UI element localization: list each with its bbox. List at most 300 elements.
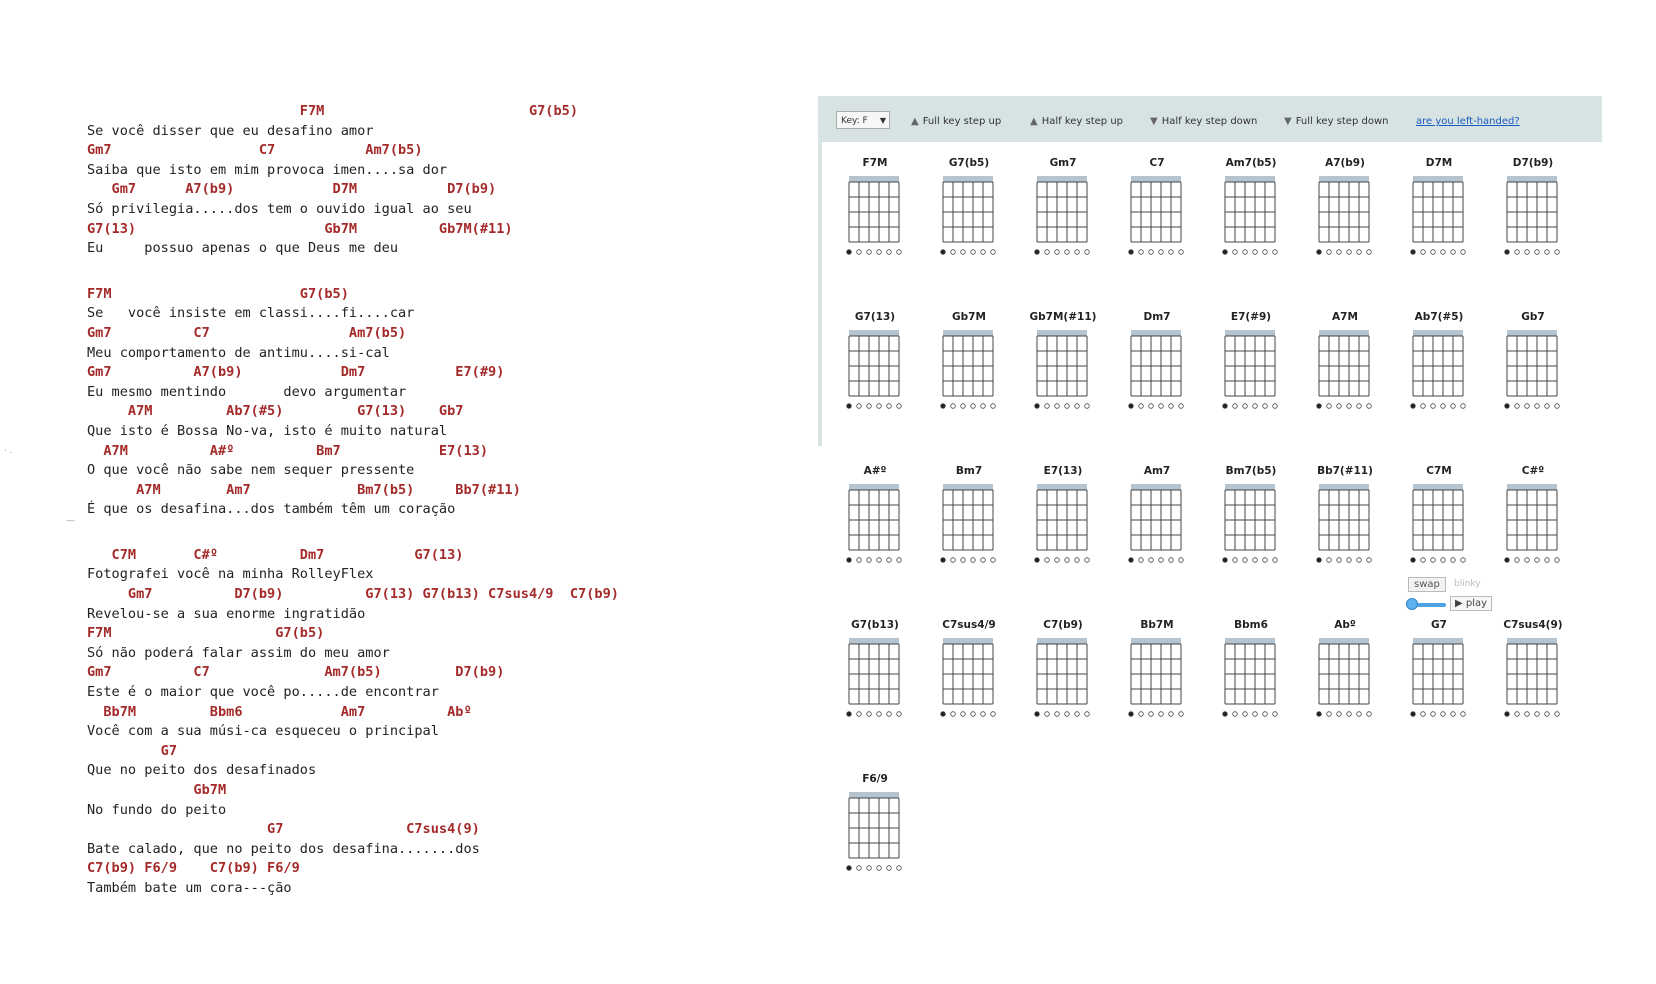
string-marker <box>857 712 862 717</box>
string-marker <box>1139 712 1144 717</box>
chord-name: G7(b5) <box>948 157 990 169</box>
playback-controls <box>1406 575 1516 625</box>
chord-name: Gb7 <box>1521 311 1545 323</box>
string-marker <box>1263 250 1268 255</box>
string-marker <box>1451 404 1456 409</box>
fretboard-icon <box>1023 170 1103 270</box>
fretboard-nut <box>1131 176 1181 182</box>
fretboard-icon <box>1305 632 1385 732</box>
string-marker <box>1129 404 1134 409</box>
string-marker <box>1525 712 1530 717</box>
chord-diagram[interactable] <box>1305 150 1385 270</box>
string-marker <box>1055 250 1060 255</box>
string-marker <box>1243 712 1248 717</box>
fretboard-nut <box>849 792 899 798</box>
string-marker <box>847 558 852 563</box>
stanza-gap <box>87 520 787 546</box>
string-marker <box>1085 558 1090 563</box>
chord-diagram[interactable] <box>1305 304 1385 424</box>
chord-diagram[interactable] <box>835 458 915 578</box>
string-marker <box>981 712 986 717</box>
chord-name: D7(b9) <box>1512 157 1554 169</box>
fretboard-nut <box>943 484 993 490</box>
string-marker <box>1555 558 1560 563</box>
string-marker <box>1085 404 1090 409</box>
string-marker <box>1555 404 1560 409</box>
lyric-line: Que isto é Bossa No-va, isto é muito natural <box>87 422 448 439</box>
fretboard-nut <box>1037 330 1087 336</box>
string-marker <box>1129 250 1134 255</box>
string-marker <box>1149 404 1154 409</box>
fretboard-icon <box>835 324 915 424</box>
string-marker <box>961 712 966 717</box>
chord-diagram[interactable] <box>1023 150 1103 270</box>
chord-name: C7sus4(9) <box>1503 619 1563 631</box>
string-marker <box>1159 404 1164 409</box>
arrow-down-icon: ▼ <box>1150 116 1158 127</box>
string-marker <box>897 404 902 409</box>
fretboard-nut <box>1131 484 1181 490</box>
fretboard-nut <box>1319 638 1369 644</box>
fretboard-icon <box>835 632 915 732</box>
lyrics-sheet <box>87 102 787 899</box>
fretboard-nut <box>1507 330 1557 336</box>
chord-name: Bbm6 <box>1234 619 1268 631</box>
chord-diagram[interactable] <box>1493 304 1573 424</box>
string-marker <box>1065 712 1070 717</box>
string-marker <box>1357 712 1362 717</box>
chord-line: G7 <box>87 742 178 759</box>
string-marker <box>1169 558 1174 563</box>
chevron-down-icon: ▼ <box>879 116 886 125</box>
string-marker <box>1159 712 1164 717</box>
chord-diagram[interactable] <box>1211 304 1291 424</box>
string-marker <box>1085 250 1090 255</box>
lyric-line: Só privilegia.....dos tem o ouvido igual ao seu <box>87 200 472 217</box>
string-marker <box>1273 558 1278 563</box>
fretboard-icon <box>1399 478 1479 578</box>
chord-diagram[interactable] <box>1023 612 1103 732</box>
string-marker <box>1535 250 1540 255</box>
string-marker <box>1411 250 1416 255</box>
fretboard-icon <box>835 478 915 578</box>
half-step-down-label: Half key step down <box>1161 116 1258 127</box>
string-marker <box>1045 558 1050 563</box>
chord-line: A7M A#º Bm7 E7(13) <box>87 442 489 459</box>
string-marker <box>1347 558 1352 563</box>
fretboard-icon <box>1023 478 1103 578</box>
string-marker <box>1139 250 1144 255</box>
string-marker <box>1179 712 1184 717</box>
chord-diagram[interactable] <box>1305 458 1385 578</box>
string-marker <box>971 712 976 717</box>
string-marker <box>1461 404 1466 409</box>
string-marker <box>1367 712 1372 717</box>
chord-name: F6/9 <box>862 773 888 785</box>
fretboard-icon <box>1399 170 1479 270</box>
string-marker <box>1337 250 1342 255</box>
string-marker <box>1263 404 1268 409</box>
lyric-line: É que os desafina...dos também têm um coração <box>87 501 456 518</box>
stanza-gap <box>87 259 787 285</box>
fretboard-icon <box>1399 632 1479 732</box>
chord-line: Gm7 C7 Am7(b5) <box>87 142 423 159</box>
string-marker <box>1169 404 1174 409</box>
string-marker <box>1505 712 1510 717</box>
fretboard-icon <box>929 324 1009 424</box>
string-marker <box>1505 558 1510 563</box>
chord-diagram[interactable] <box>1117 304 1197 424</box>
string-marker <box>1421 712 1426 717</box>
fretboard-nut <box>1413 638 1463 644</box>
string-marker <box>1045 250 1050 255</box>
chord-line: F7M G7(b5) <box>87 103 579 119</box>
chord-diagram[interactable] <box>835 150 915 270</box>
chord-diagram[interactable] <box>835 612 915 732</box>
chord-line: G7 C7sus4(9) <box>87 821 480 838</box>
chord-name: Gb7M(#11) <box>1029 311 1097 323</box>
fretboard-icon <box>1493 478 1573 578</box>
fretboard-nut <box>943 176 993 182</box>
string-marker <box>991 712 996 717</box>
string-marker <box>867 866 872 871</box>
string-marker <box>847 866 852 871</box>
string-marker <box>1431 712 1436 717</box>
chord-name: Bb7(#11) <box>1317 465 1373 477</box>
lyric-line: O que você não sabe nem sequer pressente <box>87 462 415 479</box>
fretboard-nut <box>1037 638 1087 644</box>
chord-diagram[interactable] <box>835 766 915 886</box>
chord-name: Gb7M <box>952 311 986 323</box>
string-marker <box>1223 712 1228 717</box>
string-marker <box>1243 558 1248 563</box>
fretboard-icon <box>1305 478 1385 578</box>
string-marker <box>877 404 882 409</box>
arrow-down-icon: ▼ <box>1284 116 1292 127</box>
string-marker <box>1411 404 1416 409</box>
string-marker <box>1367 404 1372 409</box>
string-marker <box>941 250 946 255</box>
chord-diagram[interactable] <box>1211 612 1291 732</box>
string-marker <box>1411 712 1416 717</box>
string-marker <box>991 250 996 255</box>
string-marker <box>971 250 976 255</box>
string-marker <box>941 712 946 717</box>
string-marker <box>1253 250 1258 255</box>
string-marker <box>1139 404 1144 409</box>
fretboard-icon <box>1211 324 1291 424</box>
play-button[interactable] <box>1450 596 1492 611</box>
fretboard-nut <box>943 638 993 644</box>
chord-diagram[interactable] <box>1023 458 1103 578</box>
chord-diagram[interactable] <box>1399 612 1479 732</box>
string-marker <box>867 404 872 409</box>
string-marker <box>867 250 872 255</box>
fretboard-nut <box>1131 330 1181 336</box>
string-marker <box>1421 250 1426 255</box>
play-icon: ▶ <box>1455 598 1463 609</box>
full-step-up-label: Full key step up <box>922 116 1002 127</box>
fretboard-nut <box>849 638 899 644</box>
string-marker <box>1515 558 1520 563</box>
lyric-line: Eu mesmo mentindo devo argumentar <box>87 383 407 400</box>
string-marker <box>1317 712 1322 717</box>
string-marker <box>887 558 892 563</box>
lyric-line: Só não poderá falar assim do meu amor <box>87 644 390 661</box>
lyric-line: Também bate um cora---ção <box>87 879 292 896</box>
string-marker <box>1233 404 1238 409</box>
string-marker <box>857 250 862 255</box>
string-marker <box>951 712 956 717</box>
string-marker <box>1525 558 1530 563</box>
chord-diagram[interactable] <box>1211 458 1291 578</box>
chord-diagram[interactable] <box>929 304 1009 424</box>
string-marker <box>1357 404 1362 409</box>
string-marker <box>1179 558 1184 563</box>
string-marker <box>1045 712 1050 717</box>
string-marker <box>1545 712 1550 717</box>
full-step-down-label: Full key step down <box>1295 116 1389 127</box>
string-marker <box>887 866 892 871</box>
fretboard-nut <box>1037 176 1087 182</box>
play-label: play <box>1465 598 1488 609</box>
chord-toolbar <box>818 96 1602 142</box>
fretboard-icon <box>1211 632 1291 732</box>
string-marker <box>1233 250 1238 255</box>
string-marker <box>1461 250 1466 255</box>
chord-diagram[interactable] <box>1117 458 1197 578</box>
string-marker <box>897 866 902 871</box>
chord-diagram[interactable] <box>1117 612 1197 732</box>
string-marker <box>1347 250 1352 255</box>
speed-slider-handle[interactable] <box>1406 598 1418 610</box>
lyric-line: Meu comportamento de antimu....si-cal <box>87 344 390 361</box>
fretboard-icon <box>835 786 915 886</box>
chord-diagram[interactable] <box>1493 150 1573 270</box>
fretboard-icon <box>1023 632 1103 732</box>
chord-diagram[interactable] <box>1399 458 1479 578</box>
string-marker <box>1505 250 1510 255</box>
string-marker <box>1357 250 1362 255</box>
string-marker <box>1441 712 1446 717</box>
string-marker <box>897 250 902 255</box>
string-marker <box>1337 558 1342 563</box>
chord-line: Gm7 D7(b9) G7(13) G7(b13) C7sus4/9 C7(b9) <box>87 586 619 603</box>
string-marker <box>857 866 862 871</box>
string-marker <box>847 712 852 717</box>
string-marker <box>1035 250 1040 255</box>
string-marker <box>887 250 892 255</box>
fretboard-icon <box>1117 632 1197 732</box>
string-marker <box>971 404 976 409</box>
string-marker <box>1149 558 1154 563</box>
arrow-up-icon: ▲ <box>1030 116 1038 127</box>
string-marker <box>1055 712 1060 717</box>
fretboard-icon <box>1211 478 1291 578</box>
string-marker <box>1149 250 1154 255</box>
chord-diagram[interactable] <box>1399 150 1479 270</box>
chord-name: G7 <box>1431 619 1447 631</box>
half-step-down-button[interactable] <box>1150 116 1257 127</box>
string-marker <box>897 558 902 563</box>
half-step-up-label: Half key step up <box>1041 116 1124 127</box>
fretboard-icon <box>929 170 1009 270</box>
string-marker <box>961 404 966 409</box>
chord-name: Bm7(b5) <box>1225 465 1277 477</box>
chord-diagram[interactable] <box>835 304 915 424</box>
chord-name: C#º <box>1521 465 1545 477</box>
string-marker <box>1327 558 1332 563</box>
fretboard-nut <box>1507 484 1557 490</box>
chord-diagram[interactable] <box>929 150 1009 270</box>
chord-line: G7(13) Gb7M Gb7M(#11) <box>87 220 513 237</box>
string-marker <box>1035 558 1040 563</box>
half-step-up-button[interactable] <box>1030 116 1123 127</box>
fretboard-nut <box>1225 176 1275 182</box>
string-marker <box>877 250 882 255</box>
string-marker <box>1075 250 1080 255</box>
fretboard-nut <box>1413 330 1463 336</box>
string-marker <box>1149 712 1154 717</box>
fretboard-icon <box>1305 324 1385 424</box>
edge-mark: — <box>66 516 75 526</box>
string-marker <box>867 712 872 717</box>
chord-diagram[interactable] <box>1305 612 1385 732</box>
string-marker <box>1327 250 1332 255</box>
chord-name: E7(13) <box>1043 465 1083 477</box>
string-marker <box>1035 712 1040 717</box>
chord-line: Bb7M Bbm6 Am7 Abº <box>87 703 472 720</box>
chord-line: Gm7 C7 Am7(b5) <box>87 324 407 341</box>
string-marker <box>941 558 946 563</box>
string-marker <box>1317 250 1322 255</box>
left-handed-link[interactable]: are you left-handed? <box>1416 116 1520 127</box>
string-marker <box>1129 712 1134 717</box>
string-marker <box>1243 250 1248 255</box>
string-marker <box>1411 558 1416 563</box>
string-marker <box>1451 250 1456 255</box>
chord-name: Dm7 <box>1143 311 1171 323</box>
chord-diagram[interactable] <box>929 612 1009 732</box>
chord-diagram-grid <box>835 150 1605 870</box>
chord-line: A7M Am7 Bm7(b5) Bb7(#11) <box>87 481 521 498</box>
string-marker <box>1545 558 1550 563</box>
fretboard-nut <box>1225 330 1275 336</box>
chord-diagram[interactable] <box>1117 150 1197 270</box>
chord-line: Gb7M <box>87 782 227 798</box>
string-marker <box>877 558 882 563</box>
arrow-up-icon: ▲ <box>911 116 919 127</box>
string-marker <box>857 404 862 409</box>
fretboard-nut <box>1225 638 1275 644</box>
fretboard-icon <box>1493 632 1573 732</box>
string-marker <box>1317 404 1322 409</box>
string-marker <box>1317 558 1322 563</box>
string-marker <box>1515 250 1520 255</box>
string-marker <box>1545 250 1550 255</box>
string-marker <box>1253 558 1258 563</box>
lyric-line: Saiba que isto em mim provoca imen....sa dor <box>87 161 448 178</box>
chord-diagram[interactable] <box>1399 304 1479 424</box>
chord-name: Abº <box>1334 619 1356 631</box>
chord-name: A7(b9) <box>1325 157 1365 169</box>
fretboard-icon <box>1117 170 1197 270</box>
string-marker <box>1233 712 1238 717</box>
string-marker <box>991 558 996 563</box>
string-marker <box>1515 404 1520 409</box>
fretboard-icon <box>1399 324 1479 424</box>
string-marker <box>1421 404 1426 409</box>
lyric-line: No fundo do peito <box>87 801 227 818</box>
chord-line: F7M G7(b5) <box>87 285 349 302</box>
string-marker <box>1431 250 1436 255</box>
string-marker <box>971 558 976 563</box>
string-marker <box>1337 712 1342 717</box>
string-marker <box>1525 404 1530 409</box>
string-marker <box>1337 404 1342 409</box>
string-marker <box>857 558 862 563</box>
chord-diagram[interactable] <box>1493 458 1573 578</box>
string-marker <box>1055 404 1060 409</box>
chord-diagram[interactable] <box>1023 304 1103 424</box>
full-step-up-button[interactable] <box>911 116 1001 127</box>
chord-name: F7M <box>862 157 888 169</box>
chord-name: Am7 <box>1143 465 1171 477</box>
chord-diagram[interactable] <box>929 458 1009 578</box>
fretboard-nut <box>1319 176 1369 182</box>
lyric-line: Fotografei você na minha RolleyFlex <box>87 566 374 583</box>
chord-line: C7(b9) F6/9 C7(b9) F6/9 <box>87 860 300 877</box>
fretboard-nut <box>849 484 899 490</box>
string-marker <box>1035 404 1040 409</box>
chord-diagram[interactable] <box>1493 612 1573 732</box>
string-marker <box>961 250 966 255</box>
lyric-line: Você com a sua músi-ca esqueceu o principal <box>87 723 439 740</box>
edge-mark: · . <box>4 446 13 456</box>
string-marker <box>1327 712 1332 717</box>
left-handed-link-item[interactable] <box>1416 116 1520 127</box>
fretboard-nut <box>849 176 899 182</box>
fretboard-nut <box>849 330 899 336</box>
string-marker <box>1525 250 1530 255</box>
string-marker <box>1441 558 1446 563</box>
string-marker <box>1065 250 1070 255</box>
string-marker <box>1139 558 1144 563</box>
key-select[interactable] <box>836 111 890 129</box>
chord-name: Am7(b5) <box>1225 157 1277 169</box>
string-marker <box>1535 558 1540 563</box>
string-marker <box>1535 712 1540 717</box>
fretboard-icon <box>929 478 1009 578</box>
chord-diagram[interactable] <box>1211 150 1291 270</box>
string-marker <box>1273 712 1278 717</box>
string-marker <box>1441 250 1446 255</box>
lyric-line: Eu possuo apenas o que Deus me deu <box>87 240 398 257</box>
string-marker <box>887 712 892 717</box>
string-marker <box>1065 404 1070 409</box>
string-marker <box>1055 558 1060 563</box>
string-marker <box>981 250 986 255</box>
string-marker <box>1451 712 1456 717</box>
chord-name: C7sus4/9 <box>942 619 996 631</box>
full-step-down-button[interactable] <box>1284 116 1388 127</box>
lyric-line: Se você disser que eu desafino amor <box>87 122 374 139</box>
swap-button[interactable]: swap <box>1408 577 1446 592</box>
chord-name: Bm7 <box>955 465 983 477</box>
chord-name: C7 <box>1149 157 1165 169</box>
chord-name: Gm7 <box>1049 157 1077 169</box>
lyric-line: Bate calado, que no peito dos desafina.......dos <box>87 840 480 857</box>
